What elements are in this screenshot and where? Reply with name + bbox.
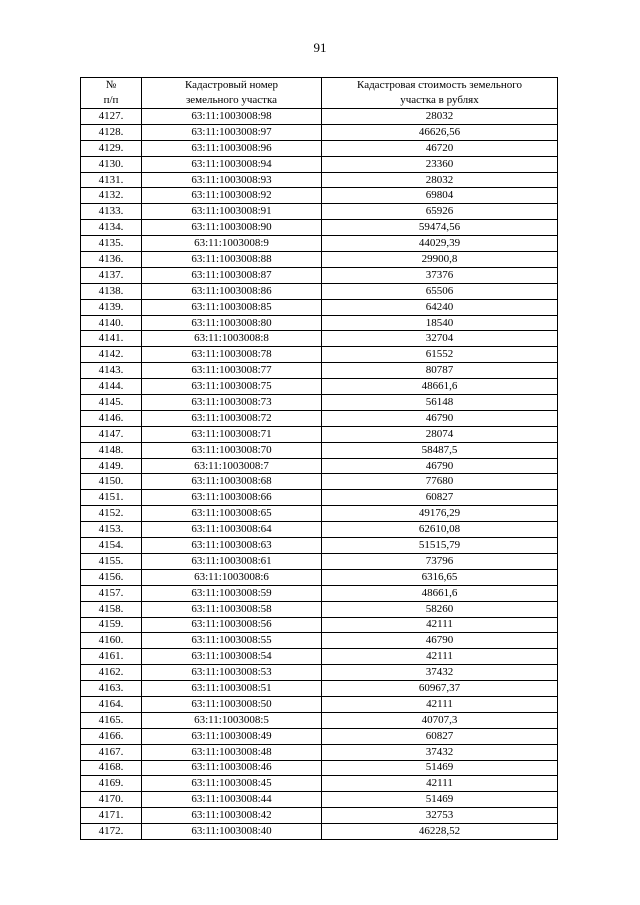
cadastral-number-cell: 63:11:1003008:98 bbox=[142, 109, 322, 125]
cadastral-value-cell: 73796 bbox=[322, 553, 558, 569]
cadastral-number-cell: 63:11:1003008:77 bbox=[142, 363, 322, 379]
row-number-cell: 4149. bbox=[81, 458, 142, 474]
table-row bbox=[81, 474, 558, 490]
row-number-cell: 4138. bbox=[81, 283, 142, 299]
table-row bbox=[81, 601, 558, 617]
table-row bbox=[81, 744, 558, 760]
cadastral-value-cell: 46228,52 bbox=[322, 824, 558, 840]
cadastral-number-cell: 63:11:1003008:64 bbox=[142, 522, 322, 538]
row-number-cell: 4135. bbox=[81, 236, 142, 252]
header-cadastral-number bbox=[142, 78, 322, 109]
header-cadastral-value bbox=[322, 78, 558, 109]
cadastral-value-cell: 65926 bbox=[322, 204, 558, 220]
row-number-cell: 4161. bbox=[81, 649, 142, 665]
row-number-cell: 4141. bbox=[81, 331, 142, 347]
table-row bbox=[81, 633, 558, 649]
cadastral-number-cell: 63:11:1003008:48 bbox=[142, 744, 322, 760]
cadastral-number-cell: 63:11:1003008:59 bbox=[142, 585, 322, 601]
row-number-cell: 4127. bbox=[81, 109, 142, 125]
cadastral-number-cell: 63:11:1003008:65 bbox=[142, 506, 322, 522]
cadastral-number-cell: 63:11:1003008:66 bbox=[142, 490, 322, 506]
table-row bbox=[81, 665, 558, 681]
cadastral-value-cell: 37376 bbox=[322, 267, 558, 283]
row-number-cell: 4160. bbox=[81, 633, 142, 649]
cadastral-value-cell: 6316,65 bbox=[322, 569, 558, 585]
cadastral-value-cell: 42111 bbox=[322, 649, 558, 665]
header-cadastral-value-line2: участка в рублях bbox=[400, 94, 479, 106]
cadastral-number-cell: 63:11:1003008:92 bbox=[142, 188, 322, 204]
cadastral-number-cell: 63:11:1003008:80 bbox=[142, 315, 322, 331]
table-row bbox=[81, 442, 558, 458]
cadastral-value-cell: 46790 bbox=[322, 633, 558, 649]
row-number-cell: 4143. bbox=[81, 363, 142, 379]
cadastral-number-cell: 63:11:1003008:40 bbox=[142, 824, 322, 840]
header-row bbox=[81, 78, 558, 109]
table-body bbox=[81, 109, 558, 840]
cadastral-number-cell: 63:11:1003008:75 bbox=[142, 379, 322, 395]
table-row bbox=[81, 506, 558, 522]
row-number-cell: 4136. bbox=[81, 252, 142, 268]
row-number-cell: 4172. bbox=[81, 824, 142, 840]
row-number-cell: 4170. bbox=[81, 792, 142, 808]
cadastral-number-cell: 63:11:1003008:94 bbox=[142, 156, 322, 172]
table-row bbox=[81, 299, 558, 315]
row-number-cell: 4146. bbox=[81, 410, 142, 426]
row-number-cell: 4159. bbox=[81, 617, 142, 633]
cadastral-value-cell: 42111 bbox=[322, 776, 558, 792]
table-row bbox=[81, 172, 558, 188]
cadastral-number-cell: 63:11:1003008:61 bbox=[142, 553, 322, 569]
row-number-cell: 4150. bbox=[81, 474, 142, 490]
cadastral-value-cell: 23360 bbox=[322, 156, 558, 172]
cadastral-value-cell: 62610,08 bbox=[322, 522, 558, 538]
cadastral-value-cell: 48661,6 bbox=[322, 379, 558, 395]
cadastral-value-cell: 60967,37 bbox=[322, 681, 558, 697]
row-number-cell: 4147. bbox=[81, 426, 142, 442]
row-number-cell: 4153. bbox=[81, 522, 142, 538]
table-row bbox=[81, 808, 558, 824]
row-number-cell: 4155. bbox=[81, 553, 142, 569]
table-row bbox=[81, 410, 558, 426]
row-number-cell: 4142. bbox=[81, 347, 142, 363]
cadastral-value-cell: 32704 bbox=[322, 331, 558, 347]
cadastral-number-cell: 63:11:1003008:8 bbox=[142, 331, 322, 347]
table-row bbox=[81, 109, 558, 125]
row-number-cell: 4130. bbox=[81, 156, 142, 172]
table-row bbox=[81, 776, 558, 792]
table-row bbox=[81, 792, 558, 808]
cadastral-value-cell: 18540 bbox=[322, 315, 558, 331]
table-row bbox=[81, 156, 558, 172]
row-number-cell: 4134. bbox=[81, 220, 142, 236]
table-row bbox=[81, 363, 558, 379]
page-number: 91 bbox=[313, 40, 327, 55]
cadastral-number-cell: 63:11:1003008:6 bbox=[142, 569, 322, 585]
table-row bbox=[81, 728, 558, 744]
row-number-cell: 4158. bbox=[81, 601, 142, 617]
table-row bbox=[81, 315, 558, 331]
cadastral-number-cell: 63:11:1003008:53 bbox=[142, 665, 322, 681]
cadastral-number-cell: 63:11:1003008:88 bbox=[142, 252, 322, 268]
row-number-cell: 4154. bbox=[81, 538, 142, 554]
cadastral-value-cell: 80787 bbox=[322, 363, 558, 379]
cadastral-value-cell: 69804 bbox=[322, 188, 558, 204]
cadastral-number-cell: 63:11:1003008:9 bbox=[142, 236, 322, 252]
cadastral-value-cell: 42111 bbox=[322, 617, 558, 633]
header-number bbox=[81, 78, 142, 109]
table-row bbox=[81, 188, 558, 204]
cadastral-value-cell: 51515,79 bbox=[322, 538, 558, 554]
table-row bbox=[81, 267, 558, 283]
cadastral-value-cell: 46626,56 bbox=[322, 124, 558, 140]
row-number-cell: 4157. bbox=[81, 585, 142, 601]
table-row bbox=[81, 538, 558, 554]
table-row bbox=[81, 124, 558, 140]
row-number-cell: 4163. bbox=[81, 681, 142, 697]
cadastral-number-cell: 63:11:1003008:51 bbox=[142, 681, 322, 697]
row-number-cell: 4140. bbox=[81, 315, 142, 331]
table-row bbox=[81, 395, 558, 411]
cadastral-value-cell: 46790 bbox=[322, 458, 558, 474]
cadastral-number-cell: 63:11:1003008:87 bbox=[142, 267, 322, 283]
row-number-cell: 4132. bbox=[81, 188, 142, 204]
table-row bbox=[81, 522, 558, 538]
table-row bbox=[81, 236, 558, 252]
row-number-cell: 4171. bbox=[81, 808, 142, 824]
row-number-cell: 4162. bbox=[81, 665, 142, 681]
cadastral-number-cell: 63:11:1003008:73 bbox=[142, 395, 322, 411]
row-number-cell: 4148. bbox=[81, 442, 142, 458]
header-cadastral-number-line2: земельного участка bbox=[185, 94, 278, 106]
cadastral-value-cell: 51469 bbox=[322, 760, 558, 776]
cadastral-number-cell: 63:11:1003008:96 bbox=[142, 140, 322, 156]
cadastral-value-cell: 48661,6 bbox=[322, 585, 558, 601]
cadastral-value-cell: 44029,39 bbox=[322, 236, 558, 252]
table-row bbox=[81, 252, 558, 268]
cadastral-value-cell: 29900,8 bbox=[322, 252, 558, 268]
table-row bbox=[81, 585, 558, 601]
header-cadastral-value-line1: Кадастровая стоимость земельного bbox=[357, 79, 522, 91]
cadastral-number-cell: 63:11:1003008:78 bbox=[142, 347, 322, 363]
table-row bbox=[81, 426, 558, 442]
cadastral-number-cell: 63:11:1003008:68 bbox=[142, 474, 322, 490]
header-cadastral-number-line1: Кадастровый номер bbox=[184, 79, 279, 91]
row-number-cell: 4129. bbox=[81, 140, 142, 156]
table-row bbox=[81, 458, 558, 474]
table-row bbox=[81, 331, 558, 347]
row-number-cell: 4156. bbox=[81, 569, 142, 585]
table-row bbox=[81, 617, 558, 633]
table-row bbox=[81, 204, 558, 220]
cadastral-value-cell: 37432 bbox=[322, 744, 558, 760]
cadastral-number-cell: 63:11:1003008:63 bbox=[142, 538, 322, 554]
cadastral-number-cell: 63:11:1003008:86 bbox=[142, 283, 322, 299]
cadastral-number-cell: 63:11:1003008:85 bbox=[142, 299, 322, 315]
cadastral-value-cell: 51469 bbox=[322, 792, 558, 808]
row-number-cell: 4133. bbox=[81, 204, 142, 220]
row-number-cell: 4128. bbox=[81, 124, 142, 140]
table-header bbox=[81, 78, 558, 109]
cadastral-value-cell: 40707,3 bbox=[322, 712, 558, 728]
row-number-cell: 4144. bbox=[81, 379, 142, 395]
row-number-cell: 4139. bbox=[81, 299, 142, 315]
row-number-cell: 4169. bbox=[81, 776, 142, 792]
table-row bbox=[81, 553, 558, 569]
cadastral-value-cell: 56148 bbox=[322, 395, 558, 411]
table-row bbox=[81, 712, 558, 728]
table-row bbox=[81, 649, 558, 665]
row-number-cell: 4151. bbox=[81, 490, 142, 506]
cadastral-number-cell: 63:11:1003008:58 bbox=[142, 601, 322, 617]
cadastral-value-cell: 65506 bbox=[322, 283, 558, 299]
table-row bbox=[81, 490, 558, 506]
row-number-cell: 4164. bbox=[81, 696, 142, 712]
cadastral-number-cell: 63:11:1003008:7 bbox=[142, 458, 322, 474]
cadastral-number-cell: 63:11:1003008:50 bbox=[142, 696, 322, 712]
cadastral-number-cell: 63:11:1003008:93 bbox=[142, 172, 322, 188]
table-row bbox=[81, 569, 558, 585]
row-number-cell: 4168. bbox=[81, 760, 142, 776]
cadastral-value-cell: 46790 bbox=[322, 410, 558, 426]
cadastral-number-cell: 63:11:1003008:56 bbox=[142, 617, 322, 633]
table-row bbox=[81, 347, 558, 363]
row-number-cell: 4131. bbox=[81, 172, 142, 188]
cadastral-number-cell: 63:11:1003008:97 bbox=[142, 124, 322, 140]
header-number-line2: п/п bbox=[103, 94, 119, 106]
cadastral-value-cell: 32753 bbox=[322, 808, 558, 824]
cadastral-number-cell: 63:11:1003008:54 bbox=[142, 649, 322, 665]
cadastral-value-cell: 58487,5 bbox=[322, 442, 558, 458]
row-number-cell: 4145. bbox=[81, 395, 142, 411]
header-number-line1: № bbox=[105, 79, 117, 91]
cadastral-number-cell: 63:11:1003008:49 bbox=[142, 728, 322, 744]
cadastral-number-cell: 63:11:1003008:42 bbox=[142, 808, 322, 824]
table-row bbox=[81, 379, 558, 395]
cadastral-value-cell: 61552 bbox=[322, 347, 558, 363]
cadastral-number-cell: 63:11:1003008:44 bbox=[142, 792, 322, 808]
table-row bbox=[81, 220, 558, 236]
cadastral-number-cell: 63:11:1003008:91 bbox=[142, 204, 322, 220]
cadastral-value-cell: 77680 bbox=[322, 474, 558, 490]
table-row bbox=[81, 696, 558, 712]
cadastral-number-cell: 63:11:1003008:90 bbox=[142, 220, 322, 236]
row-number-cell: 4152. bbox=[81, 506, 142, 522]
row-number-cell: 4167. bbox=[81, 744, 142, 760]
cadastral-value-cell: 46720 bbox=[322, 140, 558, 156]
cadastral-value-cell: 28032 bbox=[322, 172, 558, 188]
cadastral-value-cell: 60827 bbox=[322, 490, 558, 506]
cadastral-number-cell: 63:11:1003008:46 bbox=[142, 760, 322, 776]
cadastral-number-cell: 63:11:1003008:55 bbox=[142, 633, 322, 649]
cadastral-number-cell: 63:11:1003008:70 bbox=[142, 442, 322, 458]
cadastral-value-cell: 59474,56 bbox=[322, 220, 558, 236]
row-number-cell: 4137. bbox=[81, 267, 142, 283]
cadastral-value-cell: 58260 bbox=[322, 601, 558, 617]
cadastre-table bbox=[80, 77, 558, 840]
table-row bbox=[81, 140, 558, 156]
cadastral-number-cell: 63:11:1003008:72 bbox=[142, 410, 322, 426]
cadastral-value-cell: 28074 bbox=[322, 426, 558, 442]
cadastral-value-cell: 37432 bbox=[322, 665, 558, 681]
cadastral-value-cell: 28032 bbox=[322, 109, 558, 125]
cadastral-number-cell: 63:11:1003008:45 bbox=[142, 776, 322, 792]
table-row bbox=[81, 824, 558, 840]
cadastral-value-cell: 42111 bbox=[322, 696, 558, 712]
table-row bbox=[81, 681, 558, 697]
cadastral-number-cell: 63:11:1003008:71 bbox=[142, 426, 322, 442]
table-row bbox=[81, 760, 558, 776]
cadastral-value-cell: 49176,29 bbox=[322, 506, 558, 522]
row-number-cell: 4165. bbox=[81, 712, 142, 728]
cadastral-value-cell: 64240 bbox=[322, 299, 558, 315]
cadastral-number-cell: 63:11:1003008:5 bbox=[142, 712, 322, 728]
table-row bbox=[81, 283, 558, 299]
cadastral-value-cell: 60827 bbox=[322, 728, 558, 744]
row-number-cell: 4166. bbox=[81, 728, 142, 744]
